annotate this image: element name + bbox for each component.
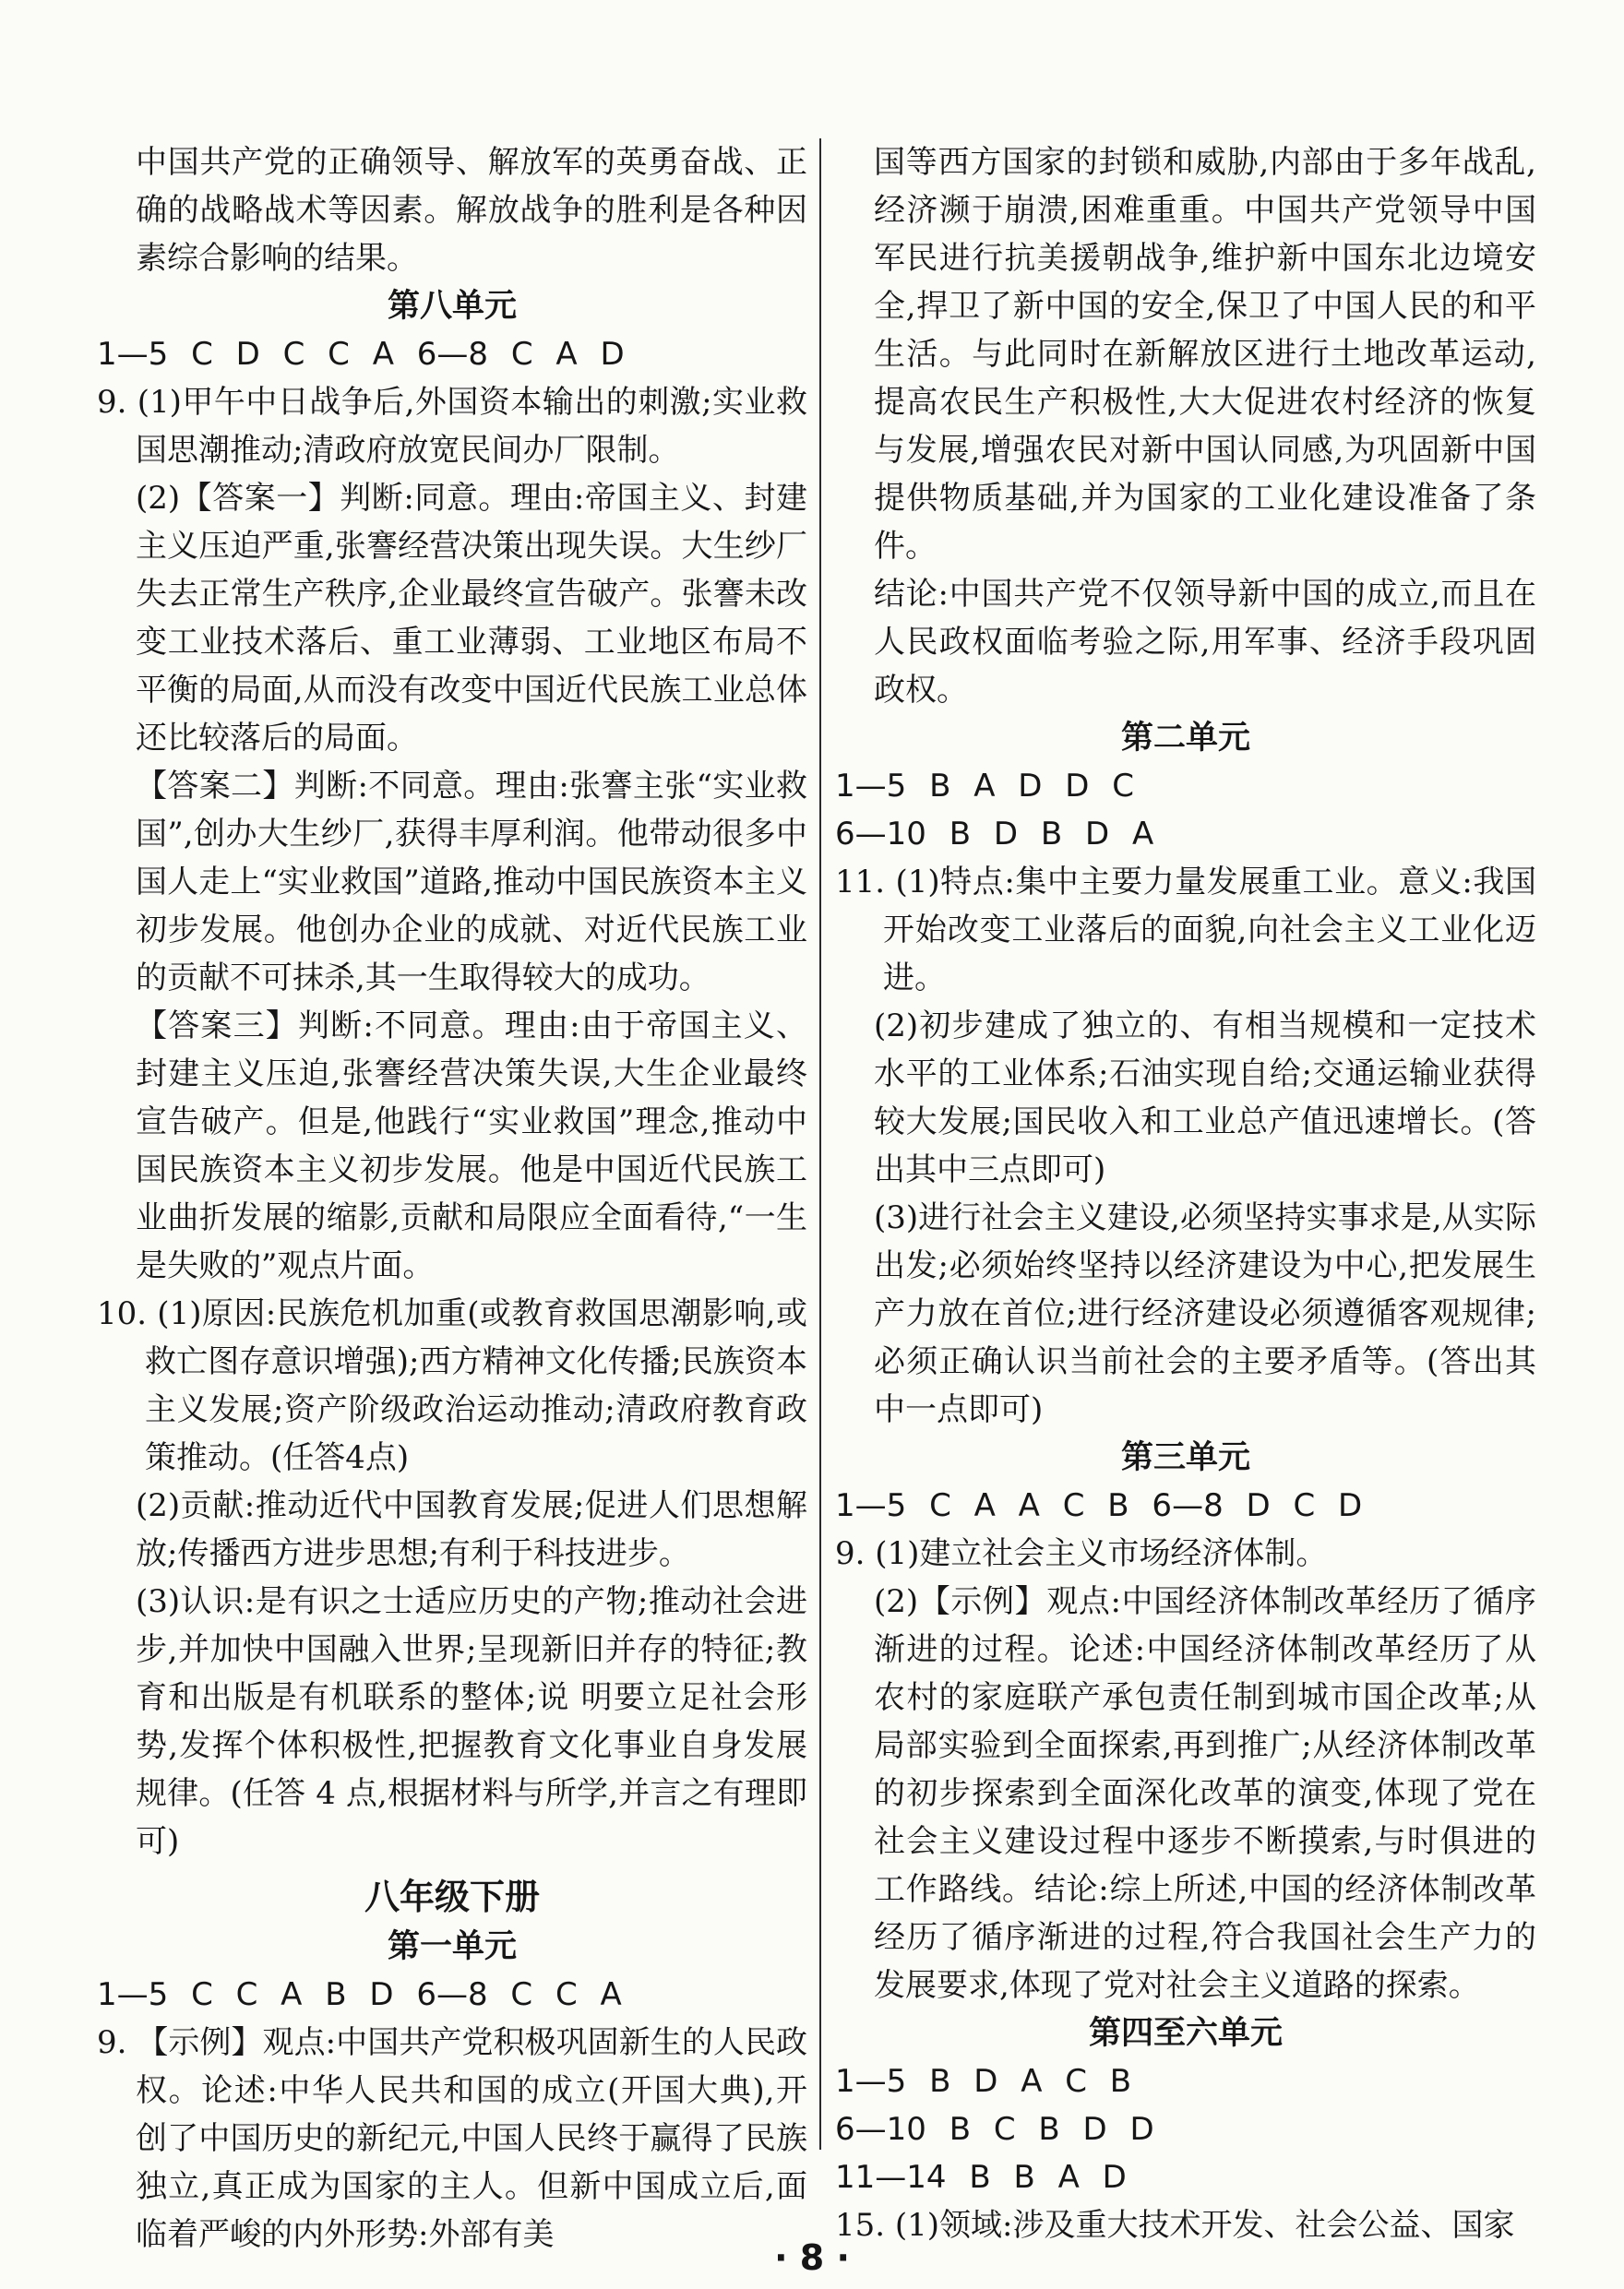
answers-unit-4-6-b: 6—10 B C B D D — [835, 2111, 1154, 2148]
question-10-part-3: (3)认识:是有识之士适应历史的产物;推动社会进步,并加快中国融入世界;呈现新旧并存的特征;教育和出版是有机联系的整体;说 明要立足社会形势,发挥个体积极性,把握教育文化事业自身发展规律。(任答 4 点,根据材料与所学,并言之有理即可) — [136, 1583, 807, 1860]
question-11-part-2: (2)初步建成了独立的、有相当规模和一定技术水平的工业体系;石油实现自给;交通运输业获得较大发展;国民收入和工业总产值迅速增长。(答出其中三点即可) — [874, 1007, 1536, 1188]
question-9-unit-3-part-1: 9. (1)建立社会主义市场经济体制。 — [835, 1535, 1328, 1572]
question-9-part-2-answer-3: 【答案三】判断:不同意。理由:由于帝国主义、封建主义压迫,张謇经营决策失误,大生企业最终宣告破产。但是,他践行“实业救国”理念,推动中国民族资本主义初步发展。他是中国近代民族工业曲折发展的缩影,贡献和局限应全面看待,“一生是失败的”观点片面。 — [136, 1007, 807, 1284]
heading-unit-1: 第一单元 — [387, 1928, 517, 1965]
question-11-part-3: (3)进行社会主义建设,必须坚持实事求是,从实际出发;必须始终坚持以经济建设为中心,把发展生产力放在首位;进行经济建设必须遵循客观规律;必须正确认识当前社会的主要矛盾等。(答出其中一点即可) — [874, 1199, 1536, 1428]
question-15-part-1: 15. (1)领域:涉及重大技术开发、社会公益、国家 — [835, 2207, 1515, 2244]
paragraph-intro: 中国共产党的正确领导、解放军的英勇奋战、正确的战略战术等因素。解放战争的胜利是各种因素综合影响的结果。 — [136, 144, 807, 277]
paragraph-conclusion: 结论:中国共产党不仅领导新中国的成立,而且在人民政权面临考验之际,用军事、经济手段巩固政权。 — [874, 576, 1536, 709]
heading-grade-8-vol-2: 八年级下册 — [364, 1877, 540, 1917]
heading-unit-2: 第二单元 — [1120, 720, 1250, 757]
question-9-part-2-answer-2: 【答案二】判断:不同意。理由:张謇主张“实业救国”,创办大生纱厂,获得丰厚利润。他带动很多中国人走上“实业救国”道路,推动中国民族资本主义初步发展。他创办企业的成就、对近代民族工业的贡献不可抹杀,其一生取得较大的成功。 — [136, 768, 807, 996]
paragraph-continued: 国等西方国家的封锁和威胁,内部由于多年战乱,经济濒于崩溃,困难重重。中国共产党领导中国军民进行抗美援朝战争,维护新中国东北边境安全,捍卫了新中国的安全,保卫了中国人民的和平生活。与此同时在新解放区进行土地改革运动,提高农民生产积极性,大大促进农村经济的恢复与发展,增强农民对新中国认同感,为巩固新中国提供物质基础,并为国家的工业化建设准备了条件。 — [874, 144, 1536, 565]
heading-unit-8: 第八单元 — [387, 288, 517, 325]
answers-unit-4-6-a: 1—5 B D A C B — [835, 2063, 1132, 2100]
question-10-part-2: (2)贡献:推动近代中国教育发展;促进人们思想解放;传播西方进步思想;有利于科技进步。 — [136, 1487, 807, 1572]
heading-unit-4-6: 第四至六单元 — [1088, 2015, 1283, 2052]
answers-unit-1: 1—5 C C A B D 6—8 C C A — [97, 1976, 622, 2013]
answers-unit-3: 1—5 C A A C B 6—8 D C D — [835, 1487, 1363, 1524]
question-9-part-2-answer-1: (2)【答案一】判断:同意。理由:帝国主义、封建主义压迫严重,张謇经营决策出现失误。大生纱厂失去正常生产秩序,企业最终宣告破产。张謇未改变工业技术落后、重工业薄弱、工业地区布局不平衡的局面,从而没有改变中国近代民族工业总体还比较落后的局面。 — [136, 480, 807, 757]
question-9-part-1: 9. (1)甲午中日战争后,外国资本输出的刺激;实业救国思潮推动;清政府放宽民间办厂限制。 — [97, 384, 807, 469]
column-divider — [819, 138, 821, 2150]
question-9-unit-3-part-2: (2)【示例】观点:中国经济体制改革经历了循序渐进的过程。论述:中国经济体制改革经历了从农村的家庭联产承包责任制到城市国企改革;从局部实验到全面探索,再到推广;从经济体制改革的初步探索到全面深化改革的演变,体现了党在社会主义建设过程中逐步不断摸索,与时俱进的工作路线。结论:综上所述,中国的经济体制改革经历了循序渐进的过程,符合我国社会生产力的发展要求,体现了党对社会主义道路的探索。 — [874, 1583, 1536, 2004]
answers-unit-2-b: 6—10 B D B D A — [835, 816, 1154, 852]
question-9-grade-8: 9. 【示例】观点:中国共产党积极巩固新生的人民政权。论述:中华人民共和国的成立(开国大典),开创了中国历史的新纪元,中国人民终于赢得了民族独立,真正成为国家的主人。但新中国成立后,面临着严峻的内外形势:外部有美 — [97, 2024, 807, 2253]
page-number: · 8 · — [774, 2237, 850, 2278]
answers-unit-2-a: 1—5 B A D D C — [835, 768, 1134, 805]
right-column — [835, 138, 1536, 2249]
answers-unit-8: 1—5 C D C C A 6—8 C A D — [97, 336, 625, 373]
question-11-part-1: 11. (1)特点:集中主要力量发展重工业。意义:我国开始改变工业落后的面貌,向社会主义工业化迈进。 — [835, 864, 1536, 996]
heading-unit-3: 第三单元 — [1120, 1439, 1250, 1476]
question-10-part-1: 10. (1)原因:民族危机加重(或教育救国思潮影响,或救亡图存意识增强);西方精神文化传播;民族资本主义发展;资产阶级政治运动推动;清政府教育政策推动。(任答4点) — [97, 1295, 807, 1476]
answers-unit-4-6-c: 11—14 B B A D — [835, 2159, 1127, 2196]
left-column — [97, 138, 807, 2259]
